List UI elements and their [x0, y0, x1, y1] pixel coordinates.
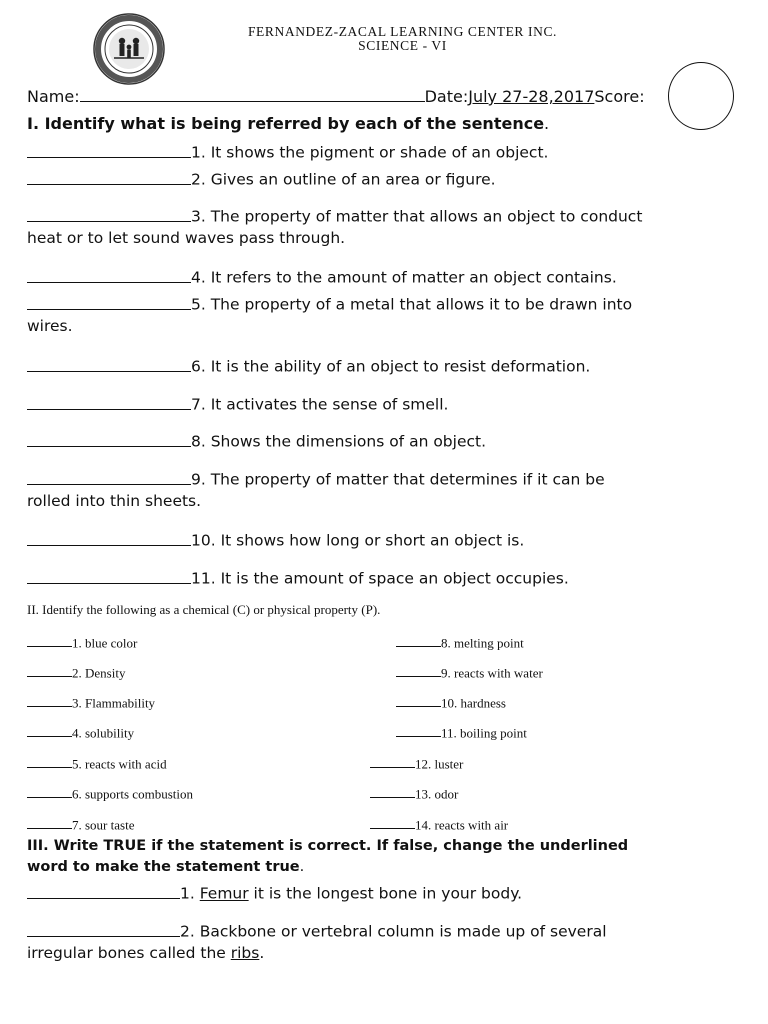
part1-instruction	[27, 114, 549, 133]
part3-item-2-cont	[27, 944, 264, 962]
answer-blank[interactable]	[27, 568, 191, 584]
item-text: 6. It is the ability of an object to resist deformation.	[191, 357, 591, 376]
part2-item-8	[396, 634, 524, 651]
item-text: 1. It shows the pigment or shade of an object.	[191, 143, 549, 162]
answer-blank[interactable]	[27, 294, 191, 310]
answer-blank[interactable]	[27, 634, 72, 647]
item-text: 10. hardness	[441, 695, 506, 711]
item-text: it is the longest bone in your body.	[248, 884, 523, 903]
answer-blank[interactable]	[27, 785, 72, 798]
part1-item-4	[27, 267, 617, 287]
part2-item-10	[396, 694, 506, 711]
answer-blank[interactable]	[27, 206, 191, 222]
item-text: 5. The property of a metal that allows it to be drawn into	[191, 295, 633, 314]
part2-item-5	[27, 755, 167, 772]
item-text: 4. solubility	[72, 725, 135, 741]
name-blank[interactable]	[80, 86, 425, 102]
item-text: 7. sour taste	[72, 817, 135, 833]
item-text: 4. It refers to the amount of matter an object contains.	[191, 268, 617, 287]
item-text: 3. The property of matter that allows an object to conduct	[191, 207, 643, 226]
part1-number: I	[27, 114, 33, 133]
part1-item-5	[27, 294, 632, 314]
item-text: 2. Gives an outline of an area or figure.	[191, 170, 496, 189]
date-value: July 27-28,2017	[468, 87, 595, 107]
part1-item-1	[27, 142, 548, 162]
part1-item-2	[27, 169, 496, 189]
answer-blank[interactable]	[27, 694, 72, 707]
part1-item-9-cont: rolled into thin sheets.	[27, 492, 202, 510]
part1-item-11	[27, 568, 569, 588]
part1-item-9	[27, 469, 605, 489]
answer-blank[interactable]	[27, 724, 72, 737]
answer-blank[interactable]	[27, 394, 191, 410]
answer-blank[interactable]	[27, 169, 191, 185]
answer-blank[interactable]	[27, 142, 191, 158]
item-text: 13. odor	[415, 786, 459, 802]
item-text: 11. It is the amount of space an object occupies.	[191, 569, 569, 588]
part1-item-7	[27, 394, 448, 414]
item-text: 14. reacts with air	[415, 817, 509, 833]
part2-item-1	[27, 634, 137, 651]
answer-blank[interactable]	[396, 634, 441, 647]
item-text: 12. luster	[415, 756, 464, 772]
item-text: 9. The property of matter that determines if it can be	[191, 470, 605, 489]
part2-item-4	[27, 724, 134, 741]
underlined-word: Femur	[199, 884, 249, 903]
part3-period: .	[299, 859, 305, 875]
answer-blank[interactable]	[370, 785, 415, 798]
part1-item-3	[27, 206, 642, 226]
part3-instruction-line2	[27, 859, 304, 875]
part2-item-3	[27, 694, 155, 711]
answer-blank[interactable]	[27, 431, 191, 447]
part1-text: . Identify what is being referred by each of the sentence	[32, 114, 545, 133]
answer-blank[interactable]	[27, 664, 72, 677]
item-text: 8. Shows the dimensions of an object.	[191, 432, 487, 451]
item-text: 9. reacts with water	[441, 665, 543, 681]
part3-item-1	[27, 883, 522, 903]
part1-item-8	[27, 431, 486, 451]
item-text: 5. reacts with acid	[72, 756, 167, 772]
score-label: Score:	[594, 87, 645, 107]
part2-instruction: II. Identify the following as a chemical (C) or physical property (P).	[27, 602, 381, 617]
item-text: 10. It shows how long or short an object is.	[191, 531, 525, 550]
part2-item-11	[396, 724, 527, 741]
item-text: 11. boiling point	[441, 725, 527, 741]
part2-item-13	[370, 785, 458, 802]
underlined-word: ribs	[230, 944, 260, 962]
part2-item-12	[370, 755, 463, 772]
name-label: Name:	[27, 87, 80, 107]
answer-blank[interactable]	[27, 530, 191, 546]
part2-item-14	[370, 816, 508, 833]
part2-item-9	[396, 664, 543, 681]
item-text: 2. Density	[72, 665, 126, 681]
subject-title: SCIENCE - VI	[358, 38, 447, 53]
item-text: 8. melting point	[441, 635, 524, 651]
answer-blank[interactable]	[396, 694, 441, 707]
answer-blank[interactable]	[27, 883, 180, 899]
answer-blank[interactable]	[27, 356, 191, 372]
item-text: irregular bones called the	[27, 944, 231, 962]
answer-blank[interactable]	[370, 755, 415, 768]
answer-blank[interactable]	[370, 816, 415, 829]
answer-blank[interactable]	[27, 469, 191, 485]
part1-item-5-cont: wires.	[27, 317, 73, 335]
item-text: 2. Backbone or vertebral column is made up of several	[180, 922, 607, 941]
answer-blank[interactable]	[27, 267, 191, 283]
answer-blank[interactable]	[396, 664, 441, 677]
item-period: .	[259, 944, 265, 962]
item-text: 6. supports combustion	[72, 786, 193, 802]
answer-blank[interactable]	[27, 816, 72, 829]
item-text: 3. Flammability	[72, 695, 156, 711]
part1-item-10	[27, 530, 524, 550]
part2-item-6	[27, 785, 193, 802]
answer-blank[interactable]	[27, 921, 180, 937]
info-line	[27, 86, 645, 106]
score-circle[interactable]	[668, 62, 734, 130]
answer-blank[interactable]	[27, 755, 72, 768]
item-text: 1. blue color	[72, 635, 138, 651]
part1-period: .	[544, 114, 550, 133]
item-number: 1.	[180, 884, 200, 903]
part2-item-2	[27, 664, 125, 681]
school-name: FERNANDEZ-ZACAL LEARNING CENTER INC.	[247, 24, 558, 39]
answer-blank[interactable]	[396, 724, 441, 737]
part2-item-7	[27, 816, 134, 833]
part3-instruction-line1: III. Write TRUE if the statement is correct. If false, change the underlined	[27, 838, 629, 854]
part1-item-3-cont: heat or to let sound waves pass through.	[27, 229, 346, 247]
part3-instruction-text: word to make the statement true	[27, 859, 300, 875]
part1-item-6	[27, 356, 590, 376]
item-text: 7. It activates the sense of smell.	[191, 395, 449, 414]
part3-item-2	[27, 921, 607, 941]
date-label: Date:	[424, 87, 469, 107]
school-logo	[92, 12, 166, 86]
